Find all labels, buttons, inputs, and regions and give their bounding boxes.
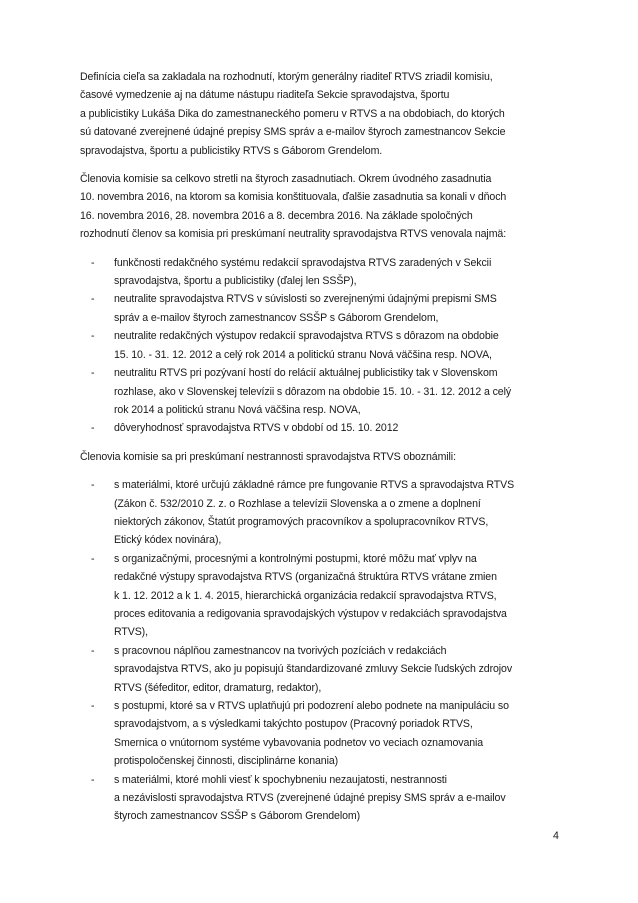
bullet-dash: - — [91, 552, 95, 565]
list-item — [80, 476, 580, 550]
list-item-text: s postupmi, ktoré sa v RTVS uplatňujú pri podozrení alebo podnete na manipuláciu so spravodajstvom, a s výsledkami takýchto postupov (Pracovný poriadok RTVS, Smernica o vnútornom systéme vybavovania podnetov vo veciach oznamovania protispoločenskej činnosti, disciplinárne konania) — [114, 700, 509, 768]
list-item-text: neutralitu RTVS pri pozývaní hostí do relácií aktuálnej publicistiky tak v Slovenskom rozhlase, ako v Slovenskej televízii s dôrazom na obdobie 15. 10. - 31. 12. 2012 a celý rok 2014 a politickú stranu Nová väčšina resp. NOVA, — [114, 367, 512, 416]
list-item-text: dôveryhodnosť spravodajstva RTVS v období od 15. 10. 2012 — [114, 422, 399, 435]
list-reviewed-materials — [80, 476, 580, 826]
list-item — [80, 419, 580, 437]
list-item-text: neutralite redakčných výstupov redakcií spravodajstva RTVS s dôrazom na obdobie 15. 10. - 31. 12. 2012 a celý rok 2014 a politickú stranu Nová väčšina resp. NOVA, — [114, 330, 499, 361]
list-item — [80, 642, 580, 697]
list-item-text: s pracovnou náplňou zamestnancov na tvorivých pozíciách v redakciách spravodajstva RTVS, ako ju popisujú štandardizované zmluvy Sekcie ľudských zdrojov RTVS (šéfeditor, editor, dramaturg, redaktor), — [114, 644, 513, 694]
list-item-text: funkčnosti redakčného systému redakcií spravodajstva RTVS zaradených v Sekcii spravodajstva, športu a publicistiky (ďalej len SSŠP), — [114, 256, 492, 288]
paragraph-meetings: Členovia komisie sa celkovo stretli na štyroch zasadnutiach. Okrem úvodného zasadnutia 10. novembra 2016, na ktorom sa komisia konštituovala, ďalšie zasadnutia sa konali v dňoch 16. novembra 2016, 28. novembra 2016 a 8. decembra 2016. Na základe spoločných rozhodnutí členov sa komisia pri preskúmaní neutrality spravodajstva RTVS venovala najmä: — [80, 173, 507, 241]
bullet-dash: - — [91, 256, 95, 269]
bullet-dash: - — [91, 773, 95, 786]
bullet-dash: - — [91, 479, 95, 492]
list-item — [80, 327, 580, 364]
document-body — [80, 68, 580, 836]
paragraph-goal-definition: Definícia cieľa sa zakladala na rozhodnutí, ktorým generálny riaditeľ RTVS zriadil komisiu, časové vymedzenie aj na dátume nástupu riaditeľa Sekcie spravodajstva, športu a publicistiky Lukáša Dika do zamestnaneckého pomeru v RTVS a na obdobiach, do ktorých sú datované zverejnené údajné prepisy SMS správ a e-mailov štyroch zamestnancov Sekcie spravodajstva, športu a publicistiky RTVS s Gáborom Grendelom. — [80, 71, 506, 157]
list-item-text: neutralite spravodajstva RTVS v súvislosti so zverejnenými údajnými prepismi SMS správ a e-mailov štyroch zamestnancov SSŠP s Gáborom Grendelom, — [114, 293, 497, 324]
page-number: 4 — [553, 830, 559, 842]
paragraph-impartiality-intro: Členovia komisie sa pri preskúmaní nestrannosti spravodajstva RTVS oboznámili: — [80, 450, 456, 463]
bullet-dash: - — [91, 293, 95, 306]
list-item — [80, 290, 580, 327]
list-item — [80, 254, 580, 291]
bullet-dash: - — [91, 367, 95, 380]
list-neutrality-topics — [80, 254, 580, 438]
list-item-text: s materiálmi, ktoré mohli viesť k spochybneniu nezaujatosti, nestrannosti a nezávislosti spravodajstva RTVS (zverejnené údajné prepisy SMS správ a e-mailov štyroch zamestnancov SSŠP s Gáborom Grendelom) — [114, 773, 506, 823]
list-item — [80, 550, 580, 642]
bullet-dash: - — [91, 330, 95, 343]
bullet-dash: - — [91, 700, 95, 712]
list-item — [80, 697, 580, 771]
bullet-dash: - — [91, 422, 95, 435]
list-item-text: s organizačnými, procesnými a kontrolnými postupmi, ktoré môžu mať vplyv na redakčné výstupy spravodajstva RTVS (organizačná štruktúra RTVS vrátane zmien k 1. 12. 2012 a k 1. 4. 2015, hierarchická organizácia redakcií spravodajstva RTVS, proces editovania a redigovania spravodajských výstupov v redakciách spravodajstva RTVS), — [114, 552, 507, 639]
list-item — [80, 771, 580, 826]
list-item-text: s materiálmi, ktoré určujú základné rámce pre fungovanie RTVS a spravodajstva RTVS (Zákon č. 532/2010 Z. z. o Rozhlase a televízii Slovenska a o zmene a doplnení niektorých zákonov, Štatút programových pracovníkov a spolupracovníkov RTVS, Etický kódex novinára), — [114, 479, 515, 547]
list-item — [80, 364, 580, 419]
bullet-dash: - — [91, 644, 95, 657]
